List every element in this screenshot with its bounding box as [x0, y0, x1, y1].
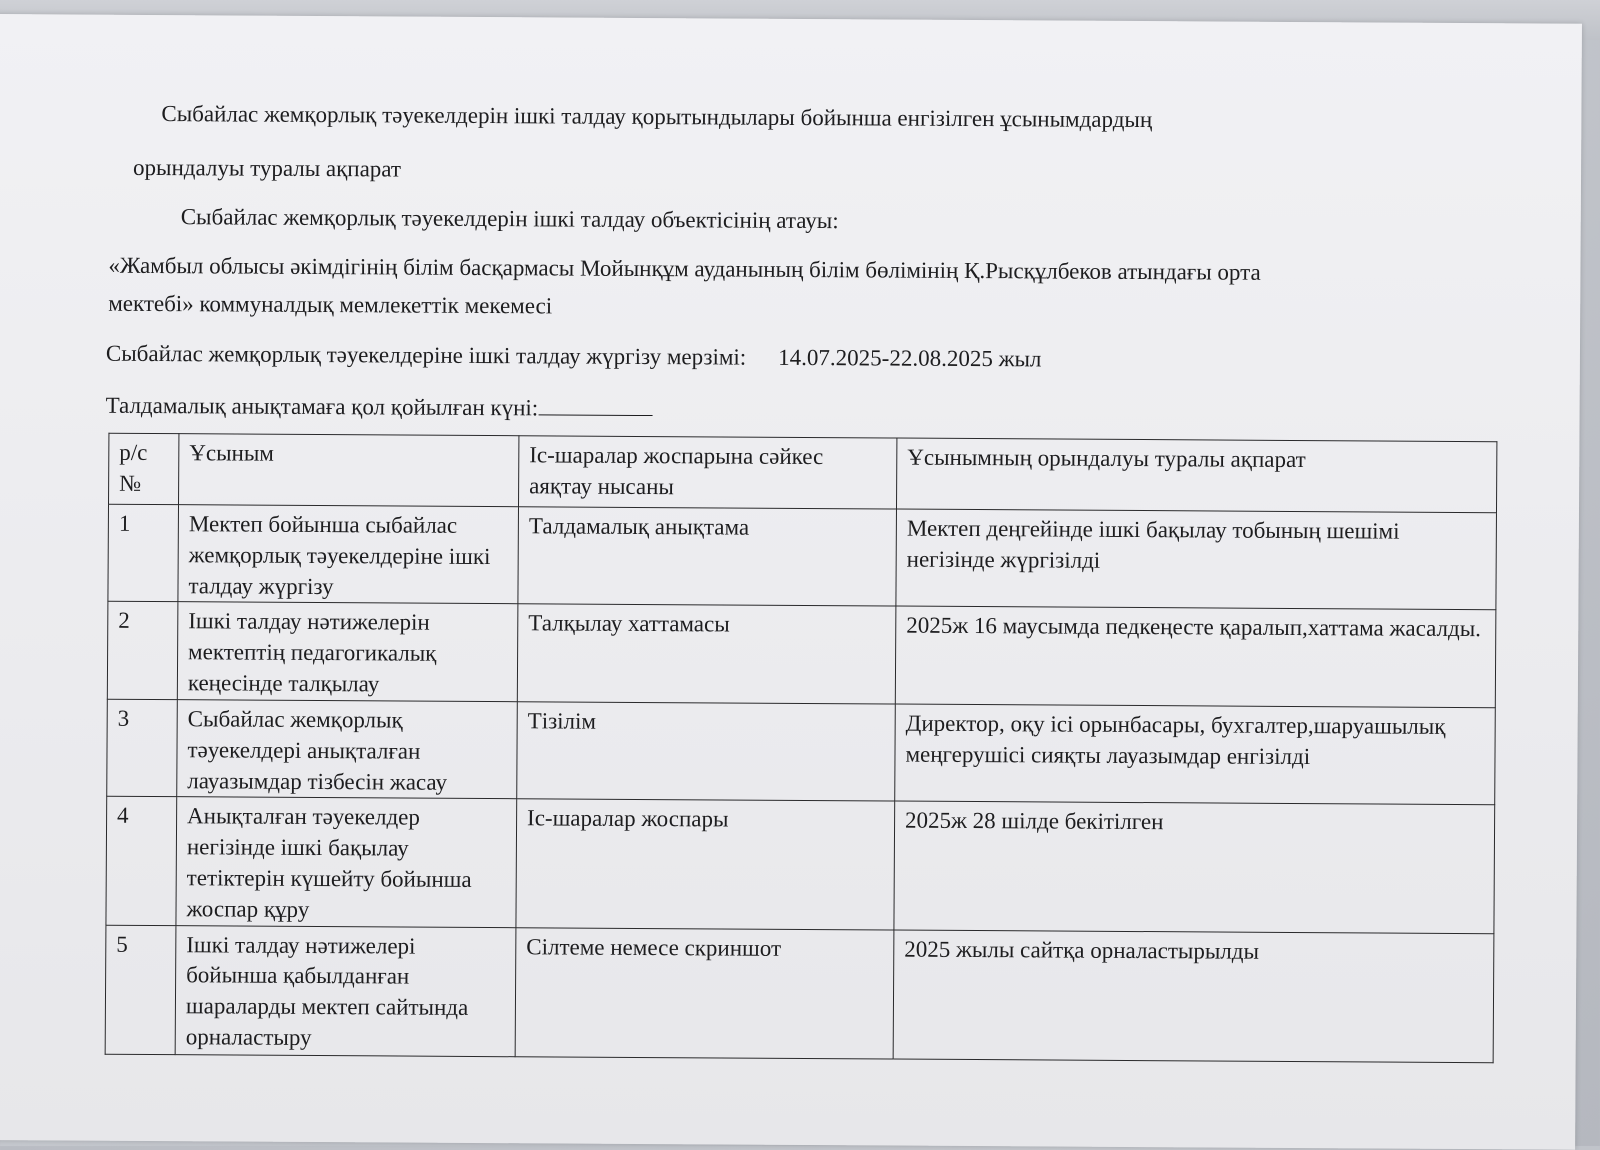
- cell-implementation-info: Директор, оқу ісі орынбасары, бухгалтер,шаруашылық меңгерушісі сияқты лауазымдар енгізілді: [895, 704, 1496, 805]
- cell-completion-form: Талдамалық анықтама: [518, 507, 897, 607]
- cell-number: 1: [108, 504, 179, 602]
- signed-date: [106, 393, 653, 423]
- cell-completion-form: Тізілім: [517, 702, 896, 802]
- cell-recommendation: Мектеп бойынша сыбайлас жемқорлық тәуекелдеріне ішкі талдау жүргізу: [178, 505, 519, 605]
- document-title-line2: орындалуы туралы ақпарат: [132, 154, 402, 182]
- cell-recommendation: Ішкі талдау нәтижелерін мектептің педагогикалық кеңесінде талқылау: [177, 602, 518, 702]
- signature-blank-line: [538, 396, 652, 416]
- header-number: [109, 433, 179, 504]
- table-row: [108, 504, 1497, 610]
- header-implementation-info: Ұсынымның орындалуы туралы ақпарат: [896, 438, 1496, 513]
- recommendations-table: [105, 433, 1498, 1063]
- cell-completion-form: Талқылау хаттамасы: [517, 604, 896, 704]
- cell-completion-form: Іс-шаралар жоспары: [516, 799, 895, 930]
- cell-recommendation: Ішкі талдау нәтижелері бойынша қабылданған шараларды мектеп сайтында орналастыру: [175, 925, 516, 1056]
- cell-recommendation: Анықталған тәуекелдер негізінде ішкі бақылау тетіктерін күшейту бойынша жоспар құру: [176, 797, 517, 927]
- header-number-line1: р/с: [119, 439, 148, 465]
- cell-number: 2: [107, 602, 178, 700]
- cell-number: 5: [105, 925, 176, 1054]
- document-title-line1: Сыбайлас жемқорлық тәуекелдерін ішкі талдау қорытындылары бойынша енгізілген ұсынымдардың: [161, 101, 1153, 133]
- period-label: Сыбайлас жемқорлық тәуекелдеріне ішкі талдау жүргізу мерзімі:: [105, 340, 747, 370]
- object-name-line1: «Жамбыл облысы әкімдігінің білім басқармасы Мойынқұм ауданының білім бөлімінің Қ.Рысқұлбеков атындағы орта: [108, 252, 1261, 285]
- table-row: [107, 602, 1496, 708]
- table-header-row: [109, 433, 1497, 512]
- cell-completion-form: Сілтеме немесе скриншот: [515, 927, 894, 1058]
- analysis-period: [106, 341, 1042, 373]
- header-recommendation: Ұсыным: [179, 434, 519, 507]
- cell-implementation-info: 2025 жылы сайтқа орналастырылды: [893, 930, 1494, 1063]
- cell-implementation-info: 2025ж 28 шілде бекітілген: [894, 801, 1495, 933]
- cell-implementation-info: 2025ж 16 маусымда педкеңесте қаралып,хаттама жасалды.: [895, 606, 1496, 707]
- table-row: [107, 699, 1496, 805]
- paper-sheet: [0, 14, 1582, 1150]
- table-row: [106, 797, 1495, 934]
- table-row: [105, 925, 1494, 1062]
- object-name-line2: мектебі» коммуналдық мемлекеттік мекемесі: [108, 290, 553, 319]
- cell-number: 4: [106, 797, 177, 926]
- cell-recommendation: Сыбайлас жемқорлық тәуекелдері анықталған лауазымдар тізбесін жасау: [177, 700, 518, 800]
- period-value: 14.07.2025-22.08.2025 жыл: [778, 344, 1042, 372]
- object-label: Сыбайлас жемқорлық тәуекелдерін ішкі талдау объектісінің атауы:: [180, 204, 839, 234]
- signed-label: Талдамалық анықтамаға қол қойылған күні:: [105, 392, 539, 421]
- cell-number: 3: [107, 699, 178, 797]
- header-number-line2: №: [119, 470, 142, 496]
- header-completion-form: Іс-шаралар жоспарына сәйкес аяқтау нысаны: [518, 436, 896, 509]
- cell-implementation-info: Мектеп деңгейінде ішкі бақылау тобының шешімі негізінде жүргізілді: [896, 509, 1497, 610]
